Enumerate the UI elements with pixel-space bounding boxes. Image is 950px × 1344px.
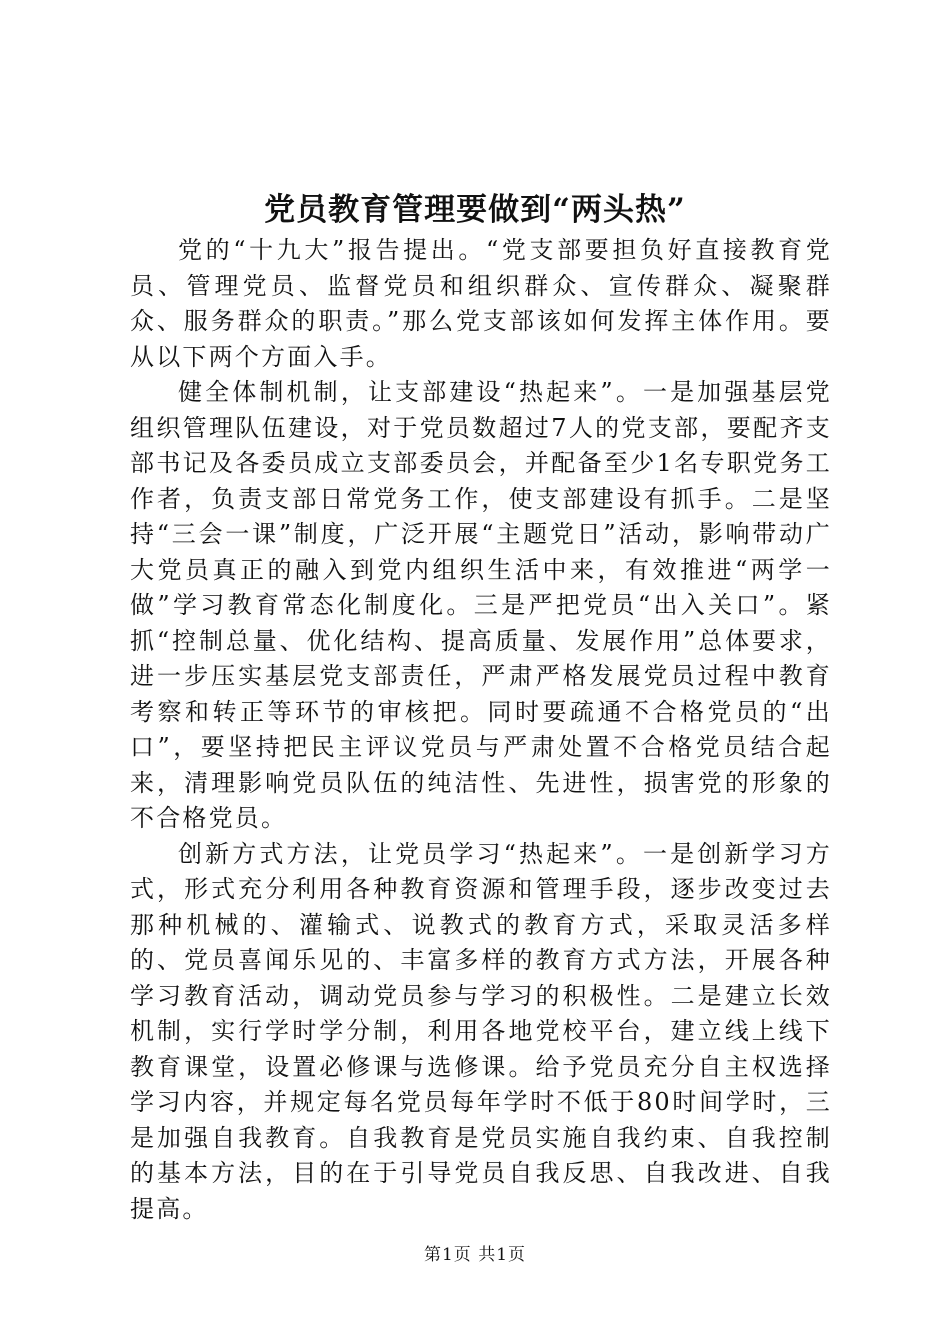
paragraph-intro: 党的“十九大”报告提出。“党支部要担负好直接教育党员、管理党员、监督党员和组织群众、宣传群众、凝聚群众、服务群众的职责。”那么党支部该如何发挥主体作用。要从以下两个方面入手。: [130, 236, 832, 371]
paragraph-mechanism: 健全体制机制，让支部建设“热起来”。一是加强基层党组织管理队伍建设，对于党员数超过7人的党支部，要配齐支部书记及各委员成立支部委员会，并配备至少1名专职党务工作者，负责支部日常党务工作，使支部建设有抓手。二是坚持“三会一课”制度，广泛开展“主题党日”活动，影响带动广大党员真正的融入到党内组织生活中来，有效推进“两学一做”学习教育常态化制度化。三是严把党员“出入关口”。紧抓“控制总量、优化结构、提高质量、发展作用”总体要求，进一步压实基层党支部责任，严肃严格发展党员过程中教育考察和转正等环节的审核把。同时要疏通不合格党员的“出口”，要坚持把民主评议党员与严肃处置不合格党员结合起来，清理影响党员队伍的纯洁性、先进性，损害党的形象的不合格党员。: [130, 378, 832, 832]
document-body: [130, 233, 832, 1227]
paragraph-methods: 创新方式方法，让党员学习“热起来”。一是创新学习方式，形式充分利用各种教育资源和管理手段，逐步改变过去那种机械的、灌输式、说教式的教育方式，采取灵活多样的、党员喜闻乐见的、丰富多样的教育方式方法，开展各种学习教育活动，调动党员参与学习的积极性。二是建立长效机制，实行学时学分制，利用各地党校平台，建立线上线下教育课堂，设置必修课与选修课。给予党员充分自主权选择学习内容，并规定每名党员每年学时不低于80时间学时，三是加强自我教育。自我教育是党员实施自我约束、自我控制的基本方法，目的在于引导党员自我反思、自我改进、自我提高。: [130, 839, 832, 1223]
page-footer: 第1页 共1页: [423, 1245, 527, 1265]
document-title: 党员教育管理要做到“两头热”: [264, 192, 686, 228]
